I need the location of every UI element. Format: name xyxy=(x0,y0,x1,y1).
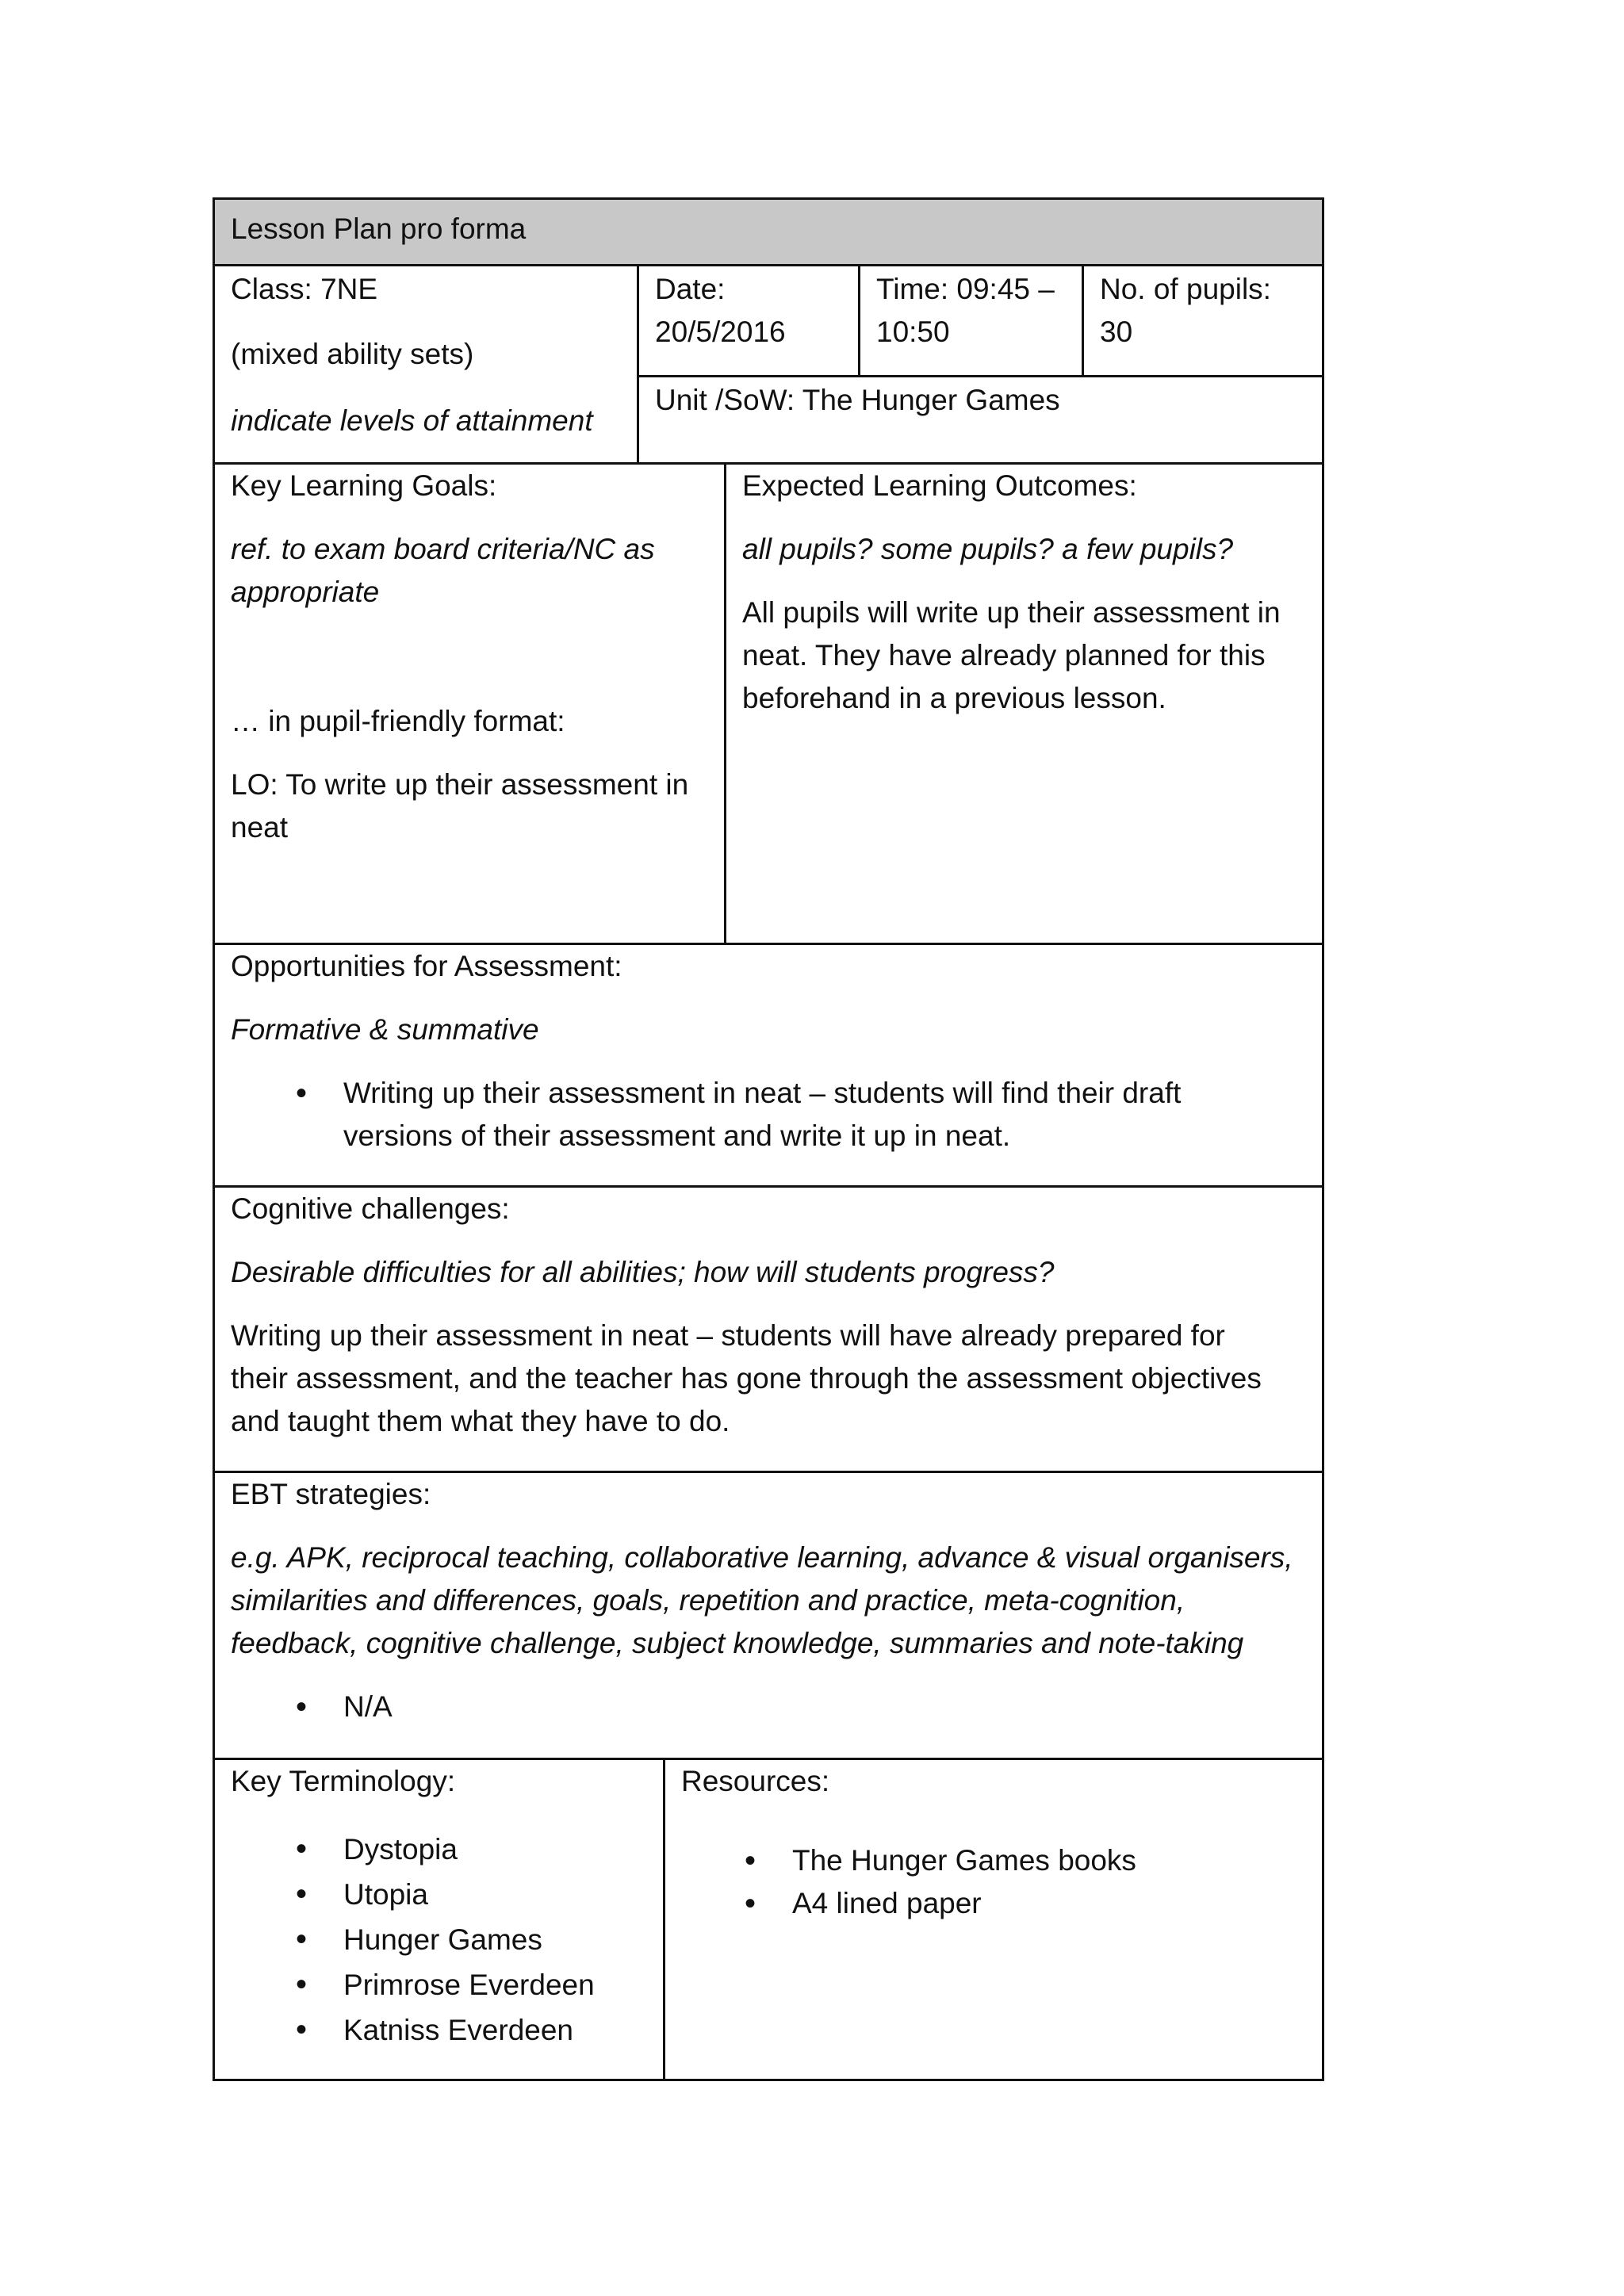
list-item: • Primrose Everdeen xyxy=(231,1962,649,2007)
resources-heading: Resources: xyxy=(681,1765,830,1797)
outcomes-text-line-1: All pupils will write up their assessment in xyxy=(742,596,1281,629)
levels-hint: indicate levels of attainment xyxy=(231,404,593,437)
assessment-cell xyxy=(213,943,1324,1188)
header-row xyxy=(213,197,1324,266)
outcomes-text-line-2: neat. They have already planned for this xyxy=(742,639,1266,672)
learning-objective-line-1: LO: To write up their assessment in xyxy=(231,768,689,801)
assessment-bullet-line-1: Writing up their assessment in neat – students will find their draft xyxy=(343,1077,1182,1109)
list-item: • The Hunger Games books xyxy=(681,1839,1308,1882)
goals-hint-line-1: ref. to exam board criteria/NC as xyxy=(231,533,655,565)
page-title: Lesson Plan pro forma xyxy=(231,212,527,245)
time-end: 10:50 xyxy=(876,316,950,348)
cognitive-hint: Desirable difficulties for all abilities; how will students progress? xyxy=(231,1256,1055,1288)
list-item: • Hunger Games xyxy=(231,1917,649,1962)
ebt-hint-line-3: feedback, cognitive challenge, subject knowledge, summaries and note-taking xyxy=(231,1627,1244,1659)
terminology-list xyxy=(231,1827,649,2053)
ebt-hint-line-1: e.g. APK, reciprocal teaching, collaborative learning, advance & visual organisers, xyxy=(231,1541,1293,1574)
pupils-value: 30 xyxy=(1100,316,1133,348)
outcomes-heading: Expected Learning Outcomes: xyxy=(742,469,1137,502)
key-learning-goals-cell xyxy=(213,462,726,945)
goals-heading: Key Learning Goals: xyxy=(231,469,497,502)
assessment-heading: Opportunities for Assessment: xyxy=(231,950,622,982)
list-item xyxy=(231,1072,1308,1158)
ebt-list xyxy=(231,1686,1308,1728)
list-item: • Utopia xyxy=(231,1872,649,1917)
cognitive-text-line-3: and taught them what they have to do. xyxy=(231,1405,730,1437)
list-item: • A4 lined paper xyxy=(681,1882,1308,1925)
list-item: • N/A xyxy=(231,1686,1308,1728)
date-value: 20/5/2016 xyxy=(655,316,786,348)
cognitive-heading: Cognitive challenges: xyxy=(231,1192,510,1225)
resources-list xyxy=(681,1839,1308,1925)
date-label: Date: xyxy=(655,273,726,305)
resources-cell xyxy=(663,1758,1324,2081)
list-item: • Dystopia xyxy=(231,1827,649,1872)
ebt-strategies-cell xyxy=(213,1471,1324,1760)
ebt-heading: EBT strategies: xyxy=(231,1478,431,1510)
outcomes-text-line-3: beforehand in a previous lesson. xyxy=(742,682,1166,714)
cognitive-text-line-1: Writing up their assessment in neat – students will have already prepared for xyxy=(231,1319,1225,1352)
date-cell xyxy=(637,264,860,377)
unit-cell xyxy=(637,375,1324,465)
goals-hint-line-2: appropriate xyxy=(231,576,380,608)
terminology-heading: Key Terminology: xyxy=(231,1765,456,1797)
goals-format-label: … in pupil-friendly format: xyxy=(231,705,565,737)
assessment-list xyxy=(231,1072,1308,1158)
assessment-hint: Formative & summative xyxy=(231,1013,539,1046)
learning-objective-line-2: neat xyxy=(231,811,289,844)
unit-label: Unit /SoW: The Hunger Games xyxy=(655,384,1060,416)
class-label: Class: 7NE xyxy=(231,273,378,305)
class-cell xyxy=(213,264,639,465)
assessment-bullet-line-2: versions of their assessment and write it up in neat. xyxy=(343,1119,1011,1152)
ebt-hint-line-2: similarities and differences, goals, repetition and practice, meta-cognition, xyxy=(231,1584,1185,1617)
time-cell xyxy=(858,264,1084,377)
outcomes-hint: all pupils? some pupils? a few pupils? xyxy=(742,533,1234,565)
list-item: • Katniss Everdeen xyxy=(231,2007,649,2053)
cognitive-challenges-cell xyxy=(213,1185,1324,1473)
pupils-label: No. of pupils: xyxy=(1100,273,1271,305)
expected-outcomes-cell xyxy=(724,462,1324,945)
time-start: Time: 09:45 – xyxy=(876,273,1055,305)
sets-label: (mixed ability sets) xyxy=(231,338,474,370)
cognitive-text-line-2: their assessment, and the teacher has gone through the assessment objectives xyxy=(231,1362,1262,1395)
pupils-cell xyxy=(1082,264,1324,377)
key-terminology-cell xyxy=(213,1758,665,2081)
